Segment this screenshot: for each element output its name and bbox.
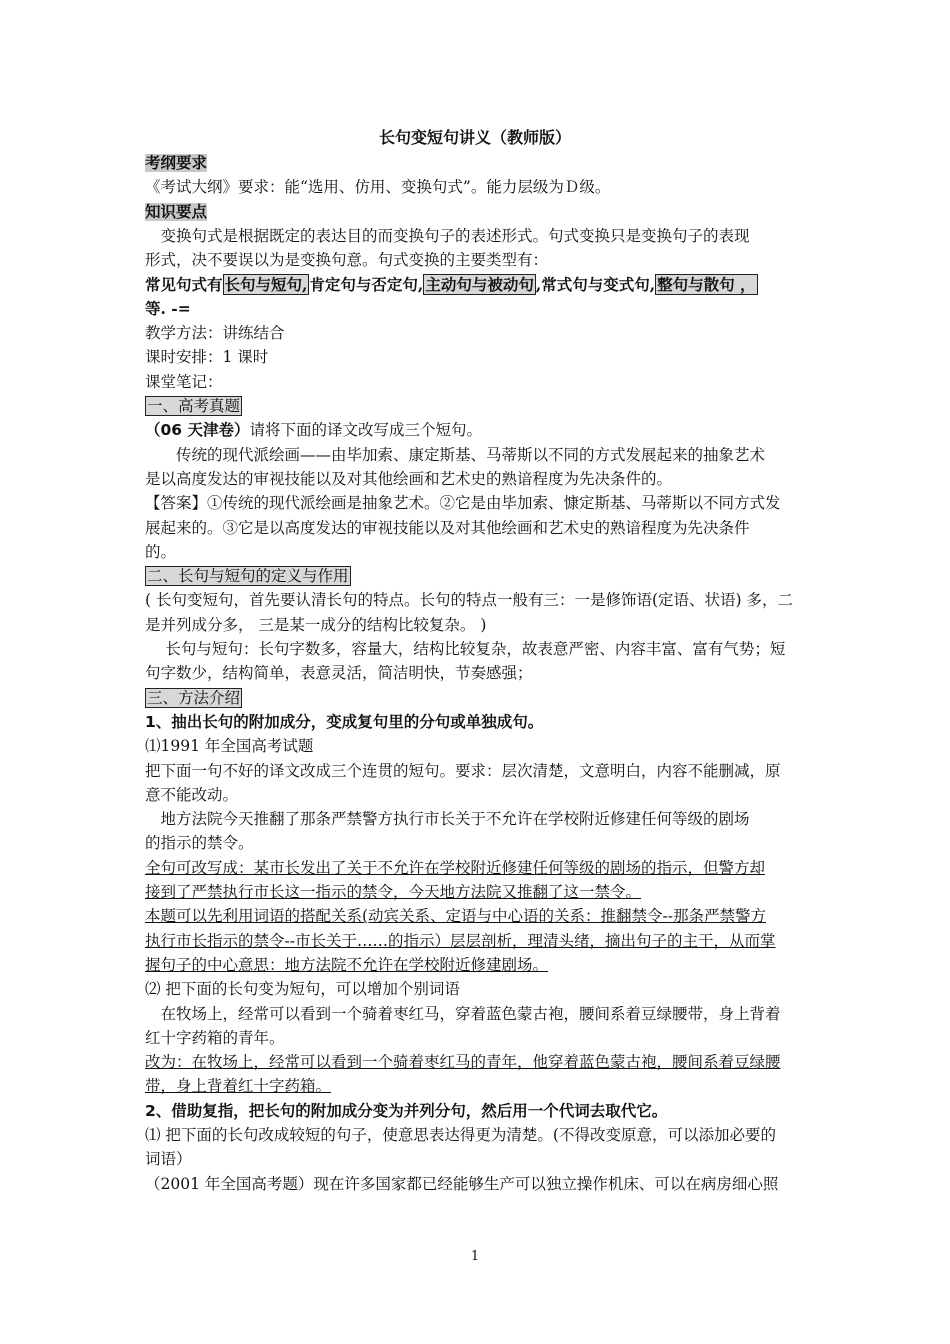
body-line	[145, 516, 815, 540]
body-line	[145, 467, 815, 491]
body-line	[145, 394, 815, 418]
text-line: 意不能改动。	[145, 785, 239, 804]
document-title: 长句变短句讲义（教师版）	[378, 128, 571, 147]
body-line	[145, 540, 815, 564]
text-line: 的。	[145, 542, 177, 561]
text-line: 形式，决不要误以为是变换句意。句式变换的主要类型有：	[145, 251, 549, 270]
text-line: ( 长句变短句，首先要认清长句的特点。长句的特点一般有三：一是修饰语(定语、状语) 多，二	[145, 591, 793, 610]
text-line: 带，身上背着红十字药箱。	[145, 1077, 332, 1096]
body-line	[145, 807, 815, 831]
section-heading: 知识要点	[145, 202, 208, 221]
body-line	[145, 613, 815, 637]
body-line	[145, 637, 815, 661]
text-line: 变换句式是根据既定的表达目的而变换句子的表述形式。句式变换只是变换句子的表现	[145, 226, 750, 245]
body-line	[145, 151, 815, 175]
body-line	[145, 491, 815, 515]
text-line: 把下面一句不好的译文改成三个连贯的短句。要求：层次清楚，文意明白，内容不能删减，原	[145, 761, 781, 780]
body-line	[145, 370, 815, 394]
type-text: 常见句式有	[145, 274, 223, 294]
highlighted-type: 主动句与被动句	[425, 274, 534, 294]
highlighted-type: 整句与散句 ，	[657, 274, 756, 294]
text-line: ⑵ 把下面的长句变为短句，可以增加个别词语	[145, 980, 460, 999]
text-line: ⑴1991 年全国高考试题	[145, 737, 314, 756]
text-line: 是以高度发达的审视技能以及对其他绘画和艺术史的熟谙程度为先决条件的。	[145, 469, 673, 488]
section-heading: 二、长句与短句的定义与作用	[147, 567, 349, 586]
text-line: （2001 年全国高考题）现在许多国家都已经能够生产可以独立操作机床、可以在病房细心照	[145, 1174, 779, 1193]
body-line	[145, 1074, 815, 1098]
text-line: 执行市长指示的禁令--市长关于……的指示）层层剖析，理清头绪，摘出句子的主干，从而掌	[145, 931, 776, 950]
type-text: 肯定句与否定句,	[309, 274, 424, 294]
text-line: 【答案】①传统的现代派绘画是抽象艺术。②它是由毕加索、慷定斯基、马蒂斯以不同方式发	[145, 494, 781, 513]
text-line: 传统的现代派绘画——由毕加索、康定斯基、马蒂斯以不同的方式发展起来的抽象艺术	[145, 445, 766, 464]
body-line	[145, 175, 815, 199]
section-heading: 考纲要求	[145, 154, 208, 172]
body-line	[145, 564, 815, 588]
question-text: 请将下面的译文改写成三个短句。	[249, 421, 482, 440]
section-heading: 一、高考真题	[147, 397, 241, 415]
text-line: 句字数少，结构简单，表意灵活，简洁明快，节奏感强；	[145, 664, 533, 683]
text-line: 教学方法：讲练结合	[145, 324, 285, 343]
body-line	[145, 200, 815, 224]
text-line: 全句可改写成：某市长发出了关于不允许在学校附近修建任何等级的剧场的指示，但警方却	[145, 858, 766, 877]
body-line	[145, 1099, 815, 1123]
body-line	[145, 588, 815, 612]
body-line	[145, 297, 815, 321]
body-line	[145, 856, 815, 880]
question-line	[145, 418, 815, 442]
text-line: ⑴ 把下面的长句改成较短的句子，使意思表达得更为清楚。(不得改变原意，可以添加必要的	[145, 1126, 776, 1144]
sentence-types-line	[145, 273, 815, 297]
body-line	[145, 1050, 815, 1074]
text-line: 红十字药箱的青年。	[145, 1028, 285, 1047]
text-line: 握句子的中心意思：地方法院不允许在学校附近修建剧场。	[145, 955, 549, 974]
body-line	[145, 1002, 815, 1026]
text-line: 长句与短句：长句字数多，容量大，结构比较复杂，故表意严密、内容丰富、富有气势；短	[145, 640, 786, 658]
section-heading: 1、抽出长句的附加成分，变成复句里的分句或单独成句。	[145, 712, 544, 731]
type-text: ,常式句与变式句,	[535, 274, 656, 294]
question-source: （06 天津卷）	[145, 421, 250, 440]
body-line	[145, 734, 815, 758]
body-line	[145, 1026, 815, 1050]
body-line	[145, 321, 815, 345]
body-line	[145, 1172, 815, 1196]
body-line	[145, 345, 815, 369]
body-line	[145, 831, 815, 855]
body-line	[145, 880, 815, 904]
text-line: 等. -=	[145, 298, 191, 318]
body-line	[145, 1123, 815, 1147]
text-line: 地方法院今天推翻了那条严禁警方执行市长关于不允许在学校附近修建任何等级的剧场	[145, 810, 750, 829]
body-line	[145, 783, 815, 807]
text-line: 词语）	[145, 1150, 192, 1169]
text-line: 接到了严禁执行市长这一指示的禁令，今天地方法院又推翻了这一禁令。	[145, 883, 642, 901]
body-line	[145, 1147, 815, 1171]
page-number: 1	[470, 1249, 480, 1264]
body-line	[145, 686, 815, 710]
text-line: 的指示的禁令。	[145, 834, 254, 853]
body-line	[145, 929, 815, 953]
body-line	[145, 904, 815, 928]
section-heading: 三、方法介绍	[147, 688, 241, 707]
body-line	[145, 661, 815, 685]
section-heading: 2、借助复指，把长句的附加成分变为并列分句，然后用一个代词去取代它。	[145, 1101, 668, 1120]
text-line: 本题可以先利用词语的搭配关系(动宾关系、定语与中心语的关系：推翻禁令--那条严禁警方	[145, 907, 767, 926]
text-line: 课时安排：1 课时	[145, 348, 269, 367]
text-line: 《考试大纲》要求：能“选用、仿用、变换句式”。能力层级为Ｄ级。	[145, 178, 611, 197]
text-line: 展起来的。③它是以高度发达的审视技能以及对其他绘画和艺术史的熟谙程度为先决条件	[145, 518, 750, 537]
text-line: 在牧场上，经常可以看到一个骑着枣红马，穿着蓝色蒙古袍，腰间系着豆绿腰带，身上背着	[145, 1004, 781, 1023]
body-line	[145, 248, 815, 272]
text-line: 课堂笔记：	[145, 372, 223, 391]
body-line	[145, 224, 815, 248]
highlighted-type: 长句与短句,	[224, 274, 308, 294]
body-line	[145, 953, 815, 977]
body-line	[145, 443, 815, 467]
body-line	[145, 977, 815, 1001]
text-line: 是并列成分多， 三是某一成分的结构比较复杂。 )	[145, 615, 487, 634]
text-line: 改为：在牧场上，经常可以看到一个骑着枣红马的青年，他穿着蓝色蒙古袍，腰间系着豆绿腰	[145, 1053, 781, 1072]
body-line	[145, 759, 815, 783]
body-line	[145, 710, 815, 734]
